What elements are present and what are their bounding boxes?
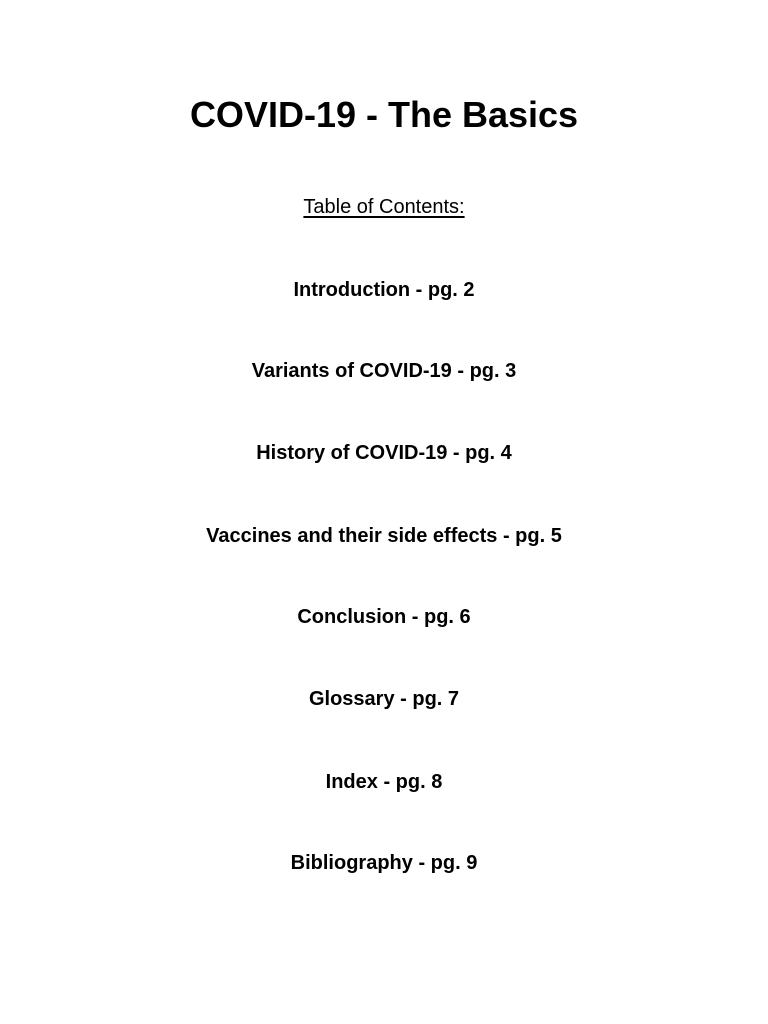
table-of-contents-heading: Table of Contents: [303,196,465,218]
toc-entry-introduction: Introduction - pg. 2 [293,279,475,301]
toc-entry-conclusion: Conclusion - pg. 6 [297,606,471,628]
toc-entry-bibliography: Bibliography - pg. 9 [290,852,478,874]
toc-entry-index: Index - pg. 8 [325,771,443,793]
toc-entry-variants: Variants of COVID-19 - pg. 3 [251,360,517,382]
toc-entry-history: History of COVID-19 - pg. 4 [256,442,512,464]
document-title: COVID-19 - The Basics [189,94,579,135]
toc-entry-glossary: Glossary - pg. 7 [308,688,460,710]
toc-entry-vaccines: Vaccines and their side effects - pg. 5 [206,525,562,547]
